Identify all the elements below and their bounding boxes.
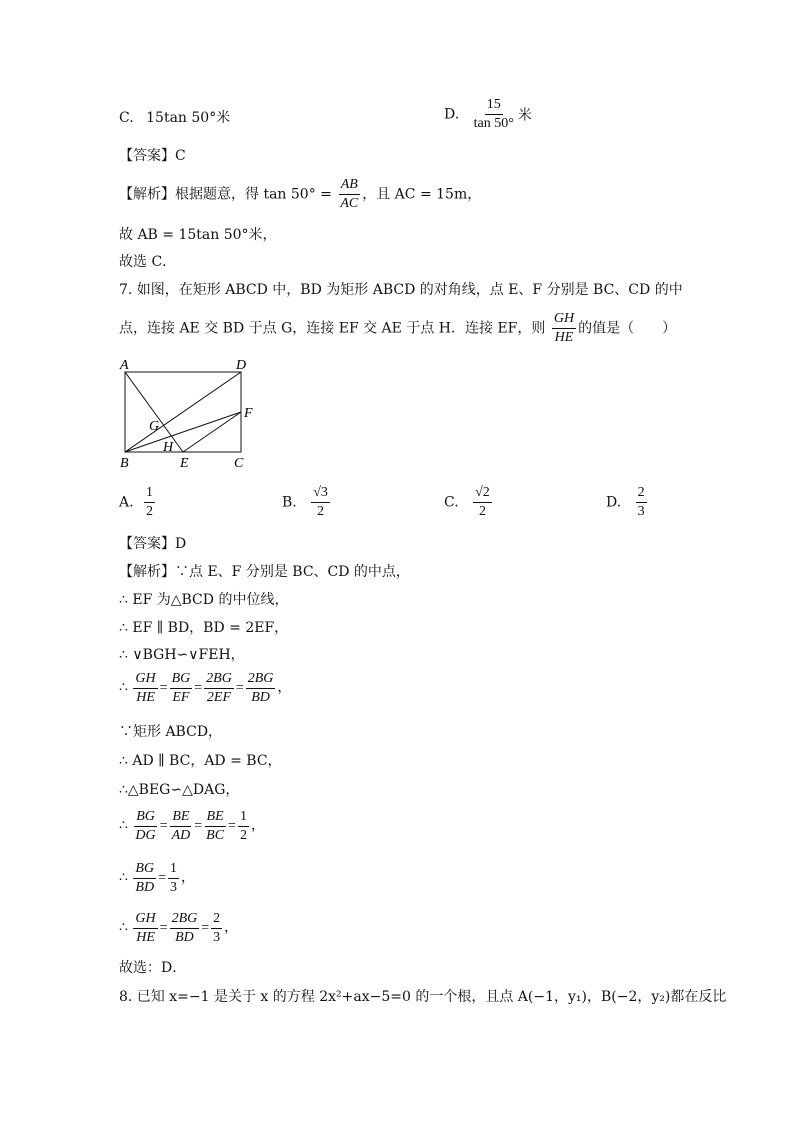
option-label: A.	[119, 494, 134, 511]
fraction-denominator: BD	[135, 880, 155, 895]
fraction-numerator: 15	[485, 96, 503, 115]
analysis-text: ，且 AC = 15m，	[362, 186, 482, 203]
fraction-numerator: √3	[311, 484, 330, 503]
fraction-denominator: 2EF	[206, 690, 232, 705]
label-b: B	[120, 456, 129, 471]
diagonal-bd	[125, 372, 241, 452]
fraction	[246, 670, 276, 707]
option-label: C.	[444, 494, 459, 511]
q6-option-c	[119, 107, 230, 127]
fraction-numerator: GH	[133, 670, 157, 689]
option-label: B.	[282, 494, 297, 511]
equals-sign: =	[159, 920, 168, 936]
label-a: A	[120, 358, 129, 373]
label-d: D	[236, 358, 247, 373]
equals-sign: =	[159, 818, 168, 834]
rectangle-figure	[110, 355, 270, 475]
therefore-symbol: ∴	[119, 680, 128, 696]
fraction	[133, 860, 156, 897]
stem-text: 的值是（ ）	[578, 320, 677, 337]
q7-answer	[119, 534, 186, 554]
fraction-denominator: EF	[172, 690, 190, 705]
option-text: 15tan 50°米	[146, 110, 231, 126]
label-f: F	[244, 406, 253, 421]
fraction-denominator: 3	[637, 504, 645, 519]
fraction-denominator: tan 50°	[473, 116, 514, 131]
fraction	[170, 910, 200, 947]
fraction	[204, 670, 234, 707]
fraction-numerator: 1	[238, 808, 249, 827]
therefore-symbol: ∴	[119, 920, 128, 936]
q7-option-b	[282, 484, 332, 521]
therefore-symbol: ∴	[119, 870, 128, 886]
q7-option-d	[606, 484, 649, 521]
fraction-numerator: 2	[211, 910, 222, 929]
q7-analysis-line3: ∴ EF ∥ BD，BD = 2EF，	[119, 620, 289, 636]
q7-analysis-line1	[119, 562, 410, 582]
option-label: C.	[119, 110, 134, 126]
q7-analysis-line9	[119, 808, 265, 845]
option-fraction	[311, 484, 330, 521]
option-label: D.	[606, 494, 622, 511]
segment-bf	[125, 412, 241, 452]
punctuation: ，	[250, 818, 265, 834]
fraction-denominator: 2	[317, 504, 325, 519]
q6-analysis-line2: 故 AB = 15tan 50°米，	[119, 227, 277, 243]
fraction	[133, 808, 157, 845]
fraction-numerator: GH	[133, 910, 157, 929]
fraction-denominator: 3	[170, 880, 177, 895]
segment-ae	[125, 372, 183, 452]
q6-analysis-line3: 故选 C．	[119, 254, 177, 270]
fraction	[338, 176, 360, 213]
q7-stem-line1: 7. 如图，在矩形 ABCD 中，BD 为矩形 ABCD 的对角线，点 E、F 分别是 BC、CD 的中	[119, 282, 683, 298]
fraction-denominator: BC	[206, 828, 225, 843]
q6-analysis-line1	[119, 176, 481, 213]
equals-sign: =	[235, 680, 244, 696]
q7-analysis-line2: ∴ EF 为△BCD 的中位线，	[119, 592, 289, 608]
fraction	[133, 910, 157, 947]
equals-sign: =	[228, 818, 236, 834]
fraction-denominator: 2	[239, 828, 247, 843]
fraction-numerator: AB	[339, 176, 360, 195]
label-e: E	[180, 456, 189, 471]
fraction-numerator: BG	[170, 670, 193, 689]
q7-analysis-line10	[119, 860, 195, 897]
fraction-numerator: 1	[168, 860, 179, 879]
fraction-numerator: 2BG	[204, 670, 234, 689]
q7-stem-line2	[119, 310, 676, 347]
option-fraction	[473, 484, 492, 521]
fraction	[552, 310, 576, 347]
fraction-numerator: GH	[552, 310, 576, 329]
option-label: D.	[444, 106, 460, 123]
fraction-denominator: 2	[146, 504, 154, 519]
q7-analysis-line6: ∵矩形 ABCD，	[119, 724, 223, 740]
fraction-denominator: BD	[175, 930, 194, 945]
punctuation: ，	[277, 680, 292, 696]
analysis-tag: 【解析】	[119, 564, 175, 580]
q7-analysis-line5	[119, 670, 291, 707]
equals-sign: =	[159, 680, 168, 696]
label-c: C	[234, 456, 244, 471]
fraction-denominator: HE	[136, 690, 155, 705]
fraction-numerator: 2BG	[246, 670, 276, 689]
fraction	[170, 670, 193, 707]
option-fraction	[472, 96, 516, 133]
fraction-numerator: BE	[170, 808, 191, 827]
answer-value: D	[175, 536, 187, 552]
q7-analysis-line12: 故选：D．	[119, 960, 187, 976]
fraction-denominator: DG	[135, 828, 156, 843]
fraction-numerator: 2	[636, 484, 647, 503]
fraction	[204, 808, 226, 845]
therefore-symbol: ∴	[119, 818, 128, 834]
option-fraction	[144, 484, 155, 521]
equals-sign: =	[194, 818, 203, 834]
fraction	[211, 910, 222, 947]
q7-analysis-line11	[119, 910, 238, 947]
analysis-tag: 【解析】	[119, 186, 175, 203]
answer-tag: 【答案】	[119, 148, 175, 164]
answer-value: C	[175, 148, 186, 164]
fraction-numerator: 2BG	[170, 910, 200, 929]
q6-option-d	[444, 96, 532, 133]
label-h: H	[163, 440, 174, 455]
q6-answer	[119, 146, 186, 166]
fraction-numerator: BG	[134, 808, 157, 827]
punctuation: ，	[224, 920, 239, 936]
equals-sign: =	[201, 920, 210, 936]
q7-option-c	[444, 484, 494, 521]
q8-stem-line1: 8. 已知 x=−1 是关于 x 的方程 2x²+ax−5=0 的一个根，且点 A(−1，y₁)，B(−2，y₂)都在反比	[119, 989, 727, 1005]
fraction-numerator: √2	[473, 484, 492, 503]
label-g: G	[149, 419, 160, 434]
q7-option-a	[119, 484, 157, 521]
stem-text: 点，连接 AE 交 BD 于点 G，连接 EF 交 AE 于点 H．连接 EF，则	[119, 320, 546, 337]
unit-text: 米	[517, 107, 532, 124]
fraction-denominator: AD	[171, 828, 191, 843]
q7-analysis-line4: ∴ ∨BGH∽∨FEH，	[119, 647, 245, 663]
fraction	[170, 808, 193, 845]
fraction-denominator: HE	[554, 330, 574, 345]
fraction	[168, 860, 179, 897]
fraction-denominator: 2	[478, 504, 486, 519]
equals-sign: =	[194, 680, 203, 696]
fraction-numerator: BG	[133, 860, 156, 879]
q7-analysis-line7: ∴ AD ∥ BC，AD = BC，	[119, 753, 282, 769]
answer-tag: 【答案】	[119, 536, 175, 552]
fraction-denominator: 3	[213, 930, 221, 945]
fraction-numerator: 1	[144, 484, 155, 503]
analysis-text: 根据题意，得 tan 50° =	[175, 186, 332, 203]
fraction-denominator: AC	[340, 196, 359, 211]
fraction-denominator: BD	[251, 690, 270, 705]
fraction	[133, 670, 157, 707]
segment-ef	[183, 412, 241, 452]
fraction-numerator: BE	[205, 808, 226, 827]
fraction	[238, 808, 249, 845]
analysis-text: ∵点 E、F 分别是 BC、CD 的中点，	[175, 564, 410, 580]
option-fraction	[636, 484, 647, 521]
punctuation: ，	[181, 870, 195, 886]
fraction-denominator: HE	[136, 930, 155, 945]
equals-sign: =	[158, 870, 166, 886]
q7-analysis-line8: ∴△BEG∽△DAG，	[119, 782, 240, 798]
